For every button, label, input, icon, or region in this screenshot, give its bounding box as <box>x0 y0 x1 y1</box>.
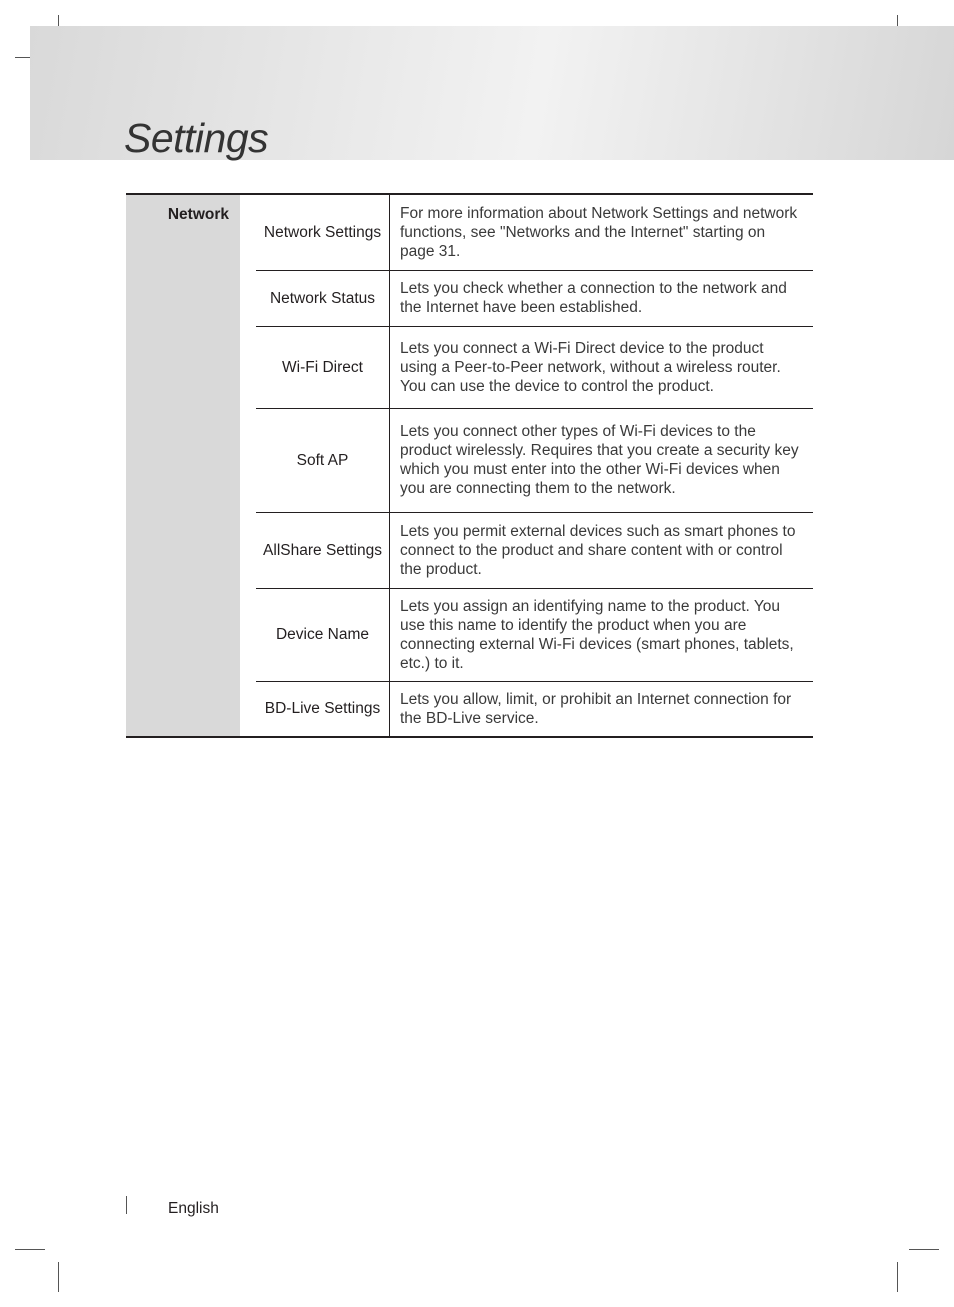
setting-name-device-name: Device Name <box>256 588 390 681</box>
setting-name-bd-live-settings: BD-Live Settings <box>256 681 390 737</box>
setting-description: Lets you check whether a connection to the network and the Internet have been established. <box>390 270 814 326</box>
crop-mark <box>909 1249 939 1250</box>
settings-table <box>126 193 813 738</box>
setting-description: Lets you permit external devices such as smart phones to connect to the product and share content with or control the product. <box>390 512 814 588</box>
category-gap <box>240 194 256 737</box>
setting-description: Lets you assign an identifying name to the product. You use this name to identify the product when you are connecting external Wi-Fi devices (smart phones, tablets, etc.) to it. <box>390 588 814 681</box>
setting-name-allshare-settings: AllShare Settings <box>256 512 390 588</box>
category-cell <box>126 194 240 737</box>
footer-language: English <box>168 1200 219 1217</box>
table-row <box>126 194 813 270</box>
footer-divider <box>126 1196 127 1214</box>
setting-name-network-settings: Network Settings <box>256 194 390 270</box>
setting-name-network-status: Network Status <box>256 270 390 326</box>
crop-mark <box>897 1262 898 1292</box>
setting-description: Lets you allow, limit, or prohibit an Internet connection for the BD-Live service. <box>400 690 792 727</box>
setting-name-wifi-direct: Wi-Fi Direct <box>256 326 390 408</box>
category-label: Network <box>167 206 229 223</box>
setting-description: For more information about Network Settings and network functions, see "Networks and the Internet" starting on page 31. <box>390 194 814 270</box>
crop-mark <box>58 1262 59 1292</box>
setting-description: Lets you connect a Wi-Fi Direct device to the product using a Peer-to-Peer network, without a wireless router. You can use the device to control the product. <box>390 326 814 408</box>
page-title: Settings <box>124 115 269 161</box>
setting-description: Lets you connect other types of Wi-Fi devices to the product wirelessly. Requires that you create a security key which you must enter into the other Wi-Fi devices when you are connecting them to the network. <box>390 408 814 512</box>
setting-name-soft-ap: Soft AP <box>256 408 390 512</box>
crop-mark <box>15 1249 45 1250</box>
